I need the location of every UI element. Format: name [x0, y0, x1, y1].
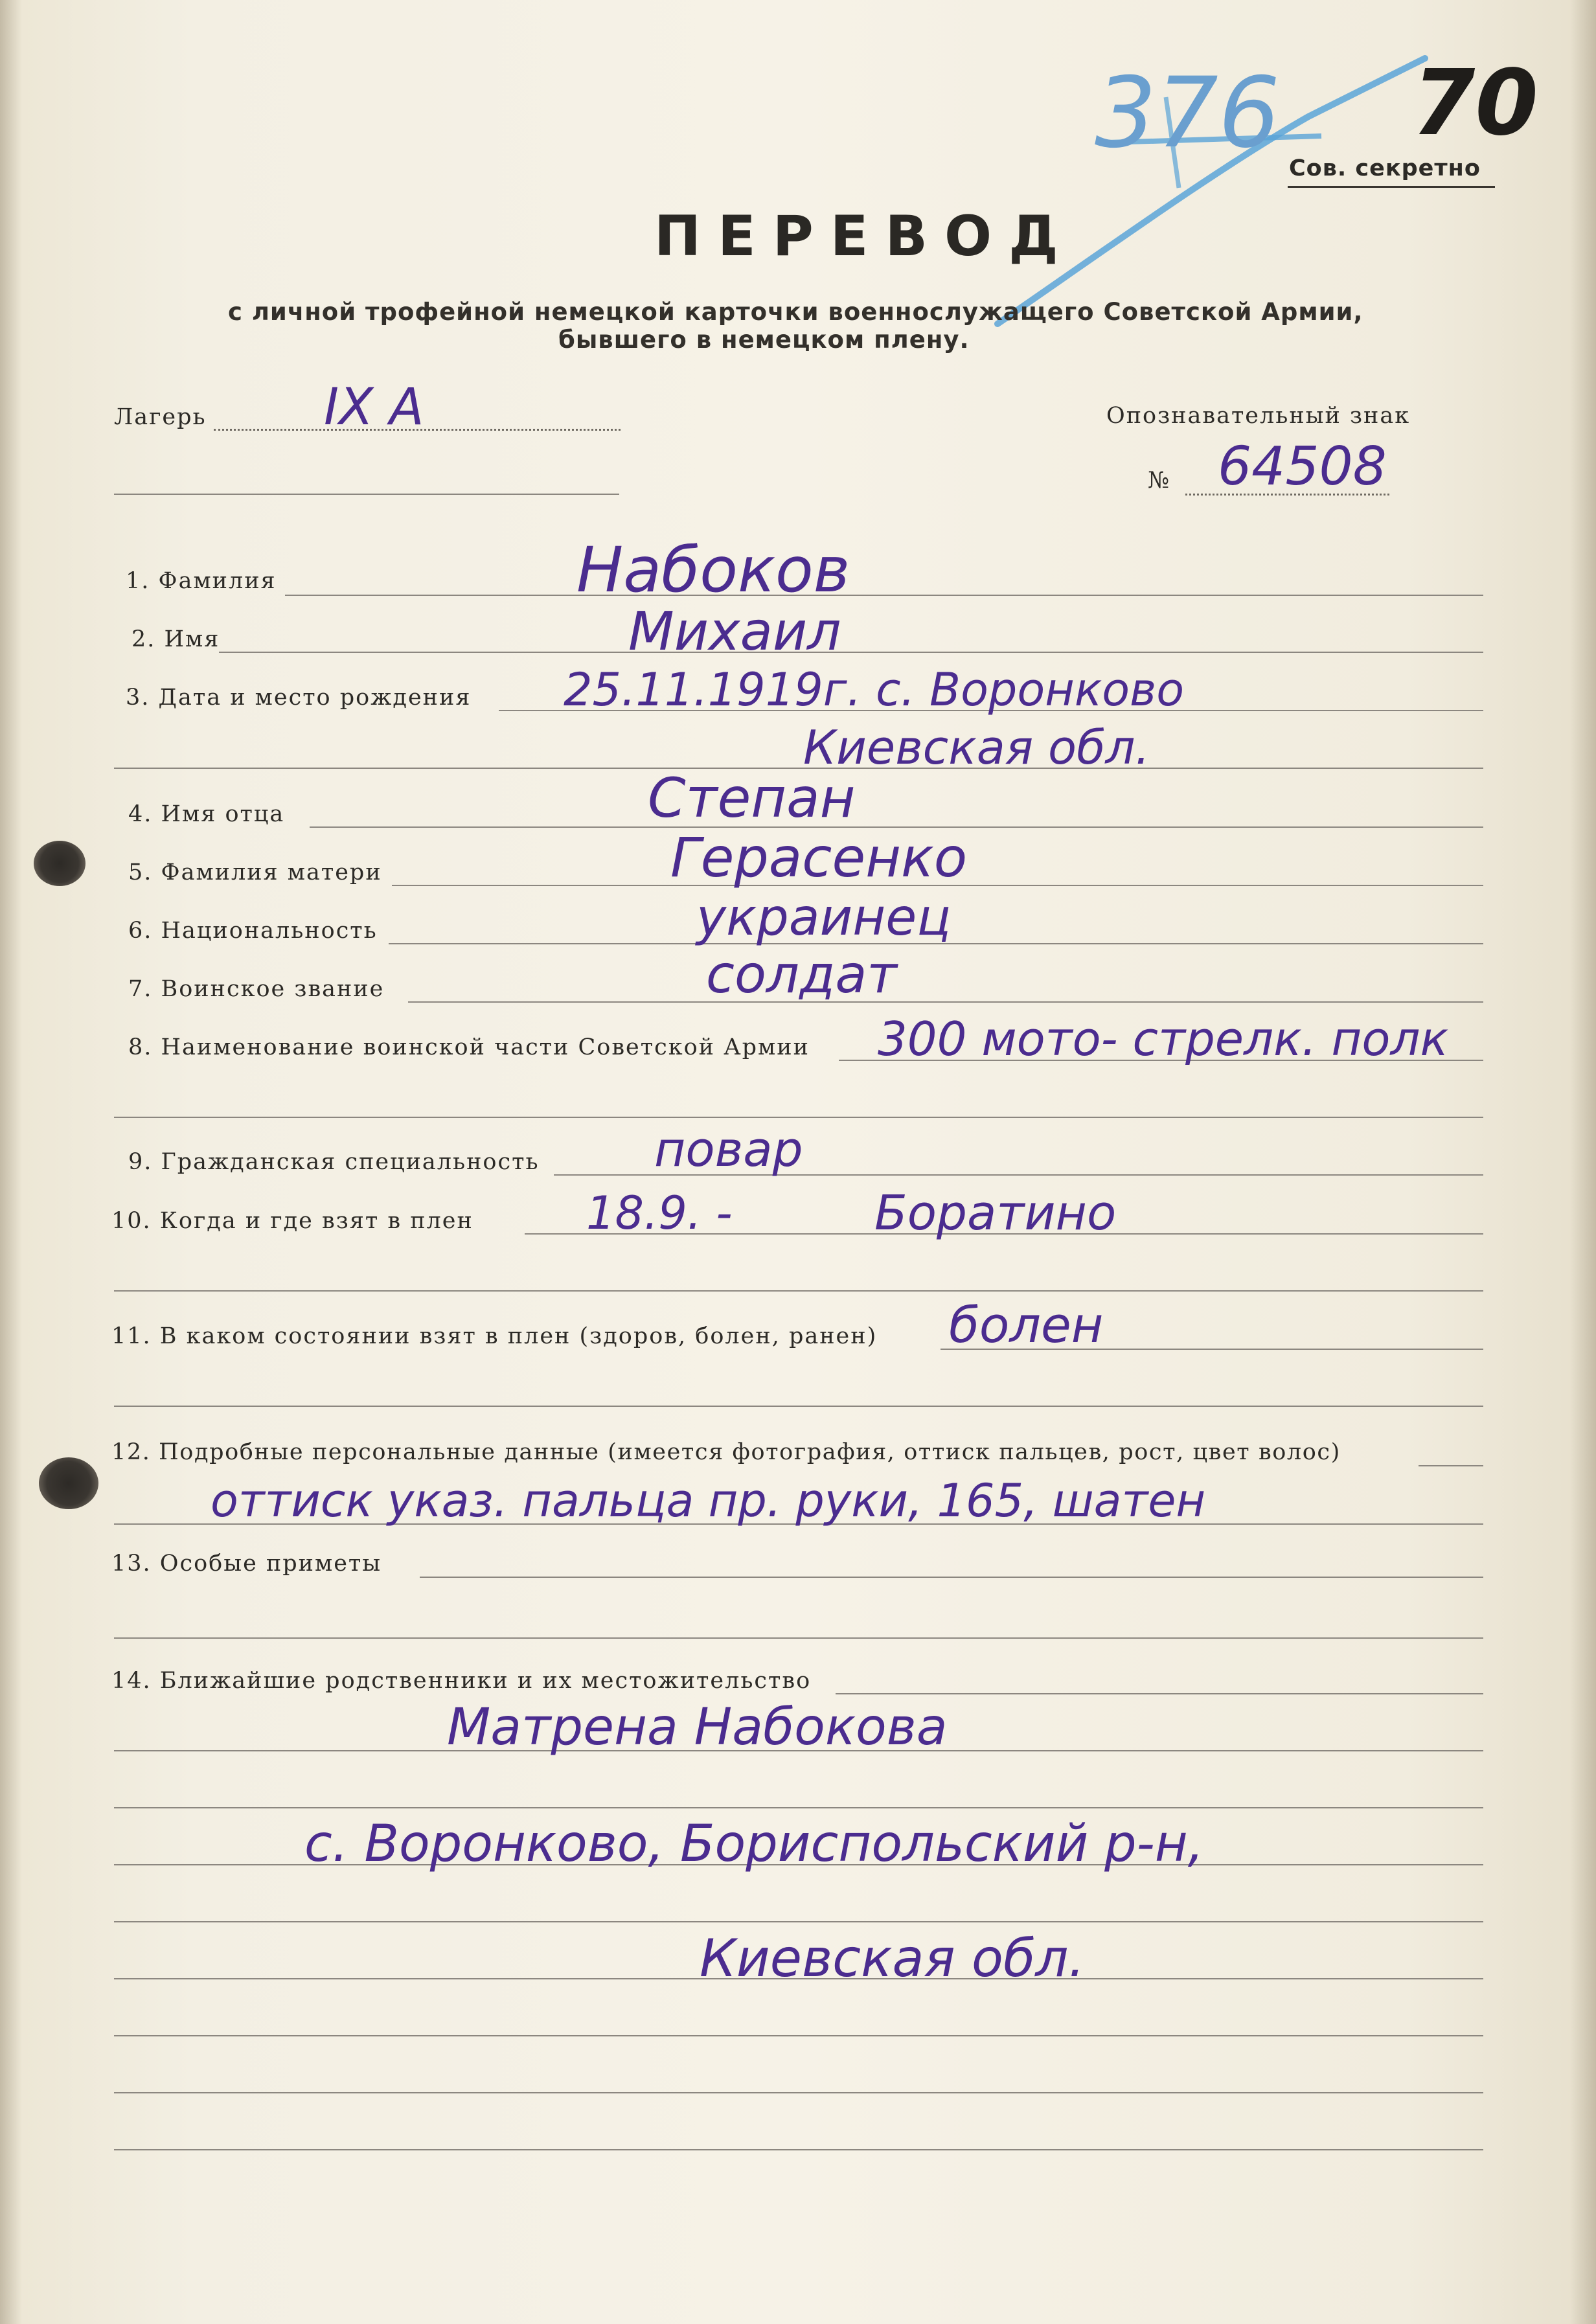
field-2-line [219, 652, 1483, 653]
field-14-line-5 [114, 1921, 1483, 1922]
subtitle-line-1: с личной трофейной немецкой карточки военнослужащего Советской Армии, [228, 298, 1363, 326]
field-14-line-3 [114, 1807, 1483, 1808]
field-3-value: 25.11.1919г. с. Воронково [564, 663, 1185, 716]
blank-line-under-camp [114, 494, 619, 495]
field-12-line [1419, 1465, 1483, 1466]
field-9-label: 9. Гражданская специальность [128, 1149, 540, 1175]
field-14-line-8 [114, 2092, 1483, 2093]
field-11-value: болен [949, 1296, 1104, 1354]
field-6-label: 6. Национальность [128, 918, 378, 944]
punch-hole-upper [34, 841, 86, 886]
field-10-date: 18.9. - [586, 1187, 733, 1240]
field-9-value: повар [654, 1122, 803, 1178]
field-10-label: 10. Когда и где взят в плен [111, 1208, 473, 1234]
field-14-value-1: Матрена Набокова [447, 1698, 948, 1757]
field-3-value-2: Киевская обл. [803, 720, 1150, 775]
field-14-value-2: с. Воронково, Бориспольский р-н, [304, 1815, 1204, 1873]
field-6-value: украинец [696, 889, 952, 947]
page-title: ПЕРЕВОД [654, 204, 1075, 269]
punch-hole-lower [39, 1457, 98, 1509]
field-11-label: 11. В каком состоянии взят в плен (здоров, болен, ранен) [111, 1323, 878, 1349]
field-10-place: Боратино [874, 1185, 1117, 1241]
id-mark-label: Опознавательный знак [1106, 403, 1411, 429]
field-8-line-2 [114, 1117, 1483, 1118]
field-7-label: 7. Воинское звание [128, 976, 385, 1002]
field-5-label: 5. Фамилия матери [128, 860, 382, 885]
field-14-line-7 [114, 2035, 1483, 2036]
field-7-line [408, 1001, 1483, 1003]
field-2-label: 2. Имя [131, 626, 220, 652]
field-4-label: 4. Имя отца [128, 801, 285, 827]
field-2-value: Михаил [628, 601, 841, 663]
paper-edge-shadow-left [0, 0, 22, 2324]
field-12-value: оттиск указ. пальца пр. руки, 165, шатен [211, 1474, 1206, 1527]
field-13-line [420, 1577, 1483, 1578]
field-14-label: 14. Ближайшие родственники и их местожительство [111, 1668, 812, 1694]
id-number-value: 64508 [1218, 436, 1387, 497]
handwritten-struck-number: 376 [1095, 57, 1281, 170]
field-7-value: солдат [706, 944, 897, 1005]
field-5-value: Герасенко [670, 826, 968, 889]
field-14-line-9 [114, 2149, 1483, 2150]
field-13-line-2 [114, 1637, 1483, 1639]
field-4-value: Степан [648, 766, 856, 830]
field-14-line [836, 1693, 1483, 1694]
classification-underline [1288, 186, 1495, 188]
classification-label: Сов. секретно [1289, 155, 1481, 181]
field-10-line-2 [114, 1290, 1483, 1292]
paper-edge-shadow-right [1570, 0, 1596, 2324]
field-3-label: 3. Дата и место рождения [126, 685, 472, 711]
field-1-line [285, 595, 1483, 596]
handwritten-number: 70 [1412, 51, 1538, 156]
field-12-label: 12. Подробные персональные данные (имеется фотография, оттиск пальцев, рост, цвет волос) [111, 1439, 1341, 1465]
field-11-line-2 [114, 1406, 1483, 1407]
field-8-value: 300 мото- стрелк. полк [878, 1012, 1448, 1066]
field-1-label: 1. Фамилия [126, 568, 277, 594]
id-number-label: № [1148, 468, 1171, 494]
field-13-label: 13. Особые приметы [111, 1551, 382, 1577]
subtitle-line-2: бывшего в немецком плену. [558, 326, 970, 354]
camp-label: Лагерь [114, 404, 207, 430]
field-1-value: Набоков [576, 534, 850, 606]
camp-value: IX A [324, 378, 424, 437]
field-14-value-3: Киевская обл. [700, 1928, 1085, 1988]
field-8-label: 8. Наименование воинской части Советской Армии [128, 1034, 810, 1060]
